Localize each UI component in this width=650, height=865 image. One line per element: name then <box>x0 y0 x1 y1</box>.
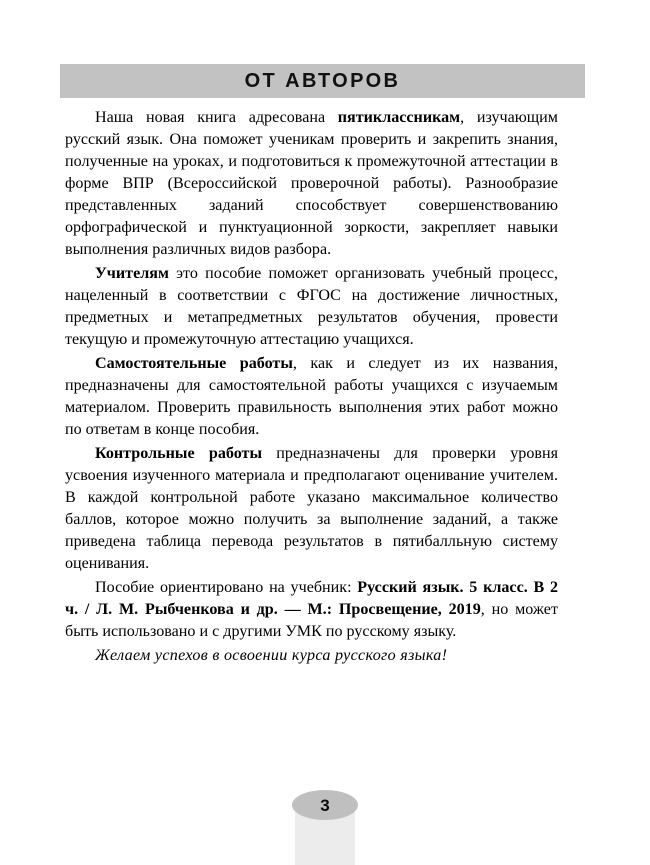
paragraph-independent-works: Самостоятельные работы, как и следует из их названия, предназначены для самостоятельной работы учащихся с изучаемым материалом. Проверить правильность выполнения этих работ можно по ответам в конце пособия. <box>65 355 558 438</box>
page-title: ОТ АВТОРОВ <box>244 70 401 92</box>
paragraph-teachers: Учителям это пособие поможет организовать учебный процесс, нацеленный в соответствии с ФГОС на достижение личностных, предметных и метапредметных результатов обучения, провести текущую и промежуточную аттестацию учащихся. <box>65 265 558 348</box>
paragraph-textbook-reference: Пособие ориентировано на учебник: Русский язык. 5 класс. В 2 ч. / Л. М. Рыбченкова и др. — М.: Просвещение, 2019, но может быть использовано и с другими УМК по русскому языку. <box>65 579 558 640</box>
page-number-plinth <box>292 790 358 865</box>
paragraph-intro: Наша новая книга адресована пятиклассникам, изучающим русский язык. Она поможет ученикам проверить и закрепить знания, полученные на уроках, и подготовиться к промежуточной аттестации в форме ВПР (Всероссийской проверочной работы). Разнообразие представленных заданий способствует совершенствованию орфографической и пунктуационной зоркости, закрепляет навыки выполнения различных видов разбора. <box>65 109 558 258</box>
section-header-band <box>60 64 585 98</box>
page-number: 3 <box>320 795 330 815</box>
body-text-column <box>65 107 558 667</box>
paragraph-control-works: Контрольные работы предназначены для проверки уровня усвоения изученного материала и предполагают оценивание учителем. В каждой контрольной работе указано максимальное количество баллов, которое можно получить за выполнение заданий, а также приведена таблица перевода результатов в пятибалльную систему оценивания. <box>65 445 558 572</box>
plinth-cap-ellipse <box>292 790 358 820</box>
closing-wish-line: Желаем успехов в освоении курса русского языка! <box>95 647 448 664</box>
